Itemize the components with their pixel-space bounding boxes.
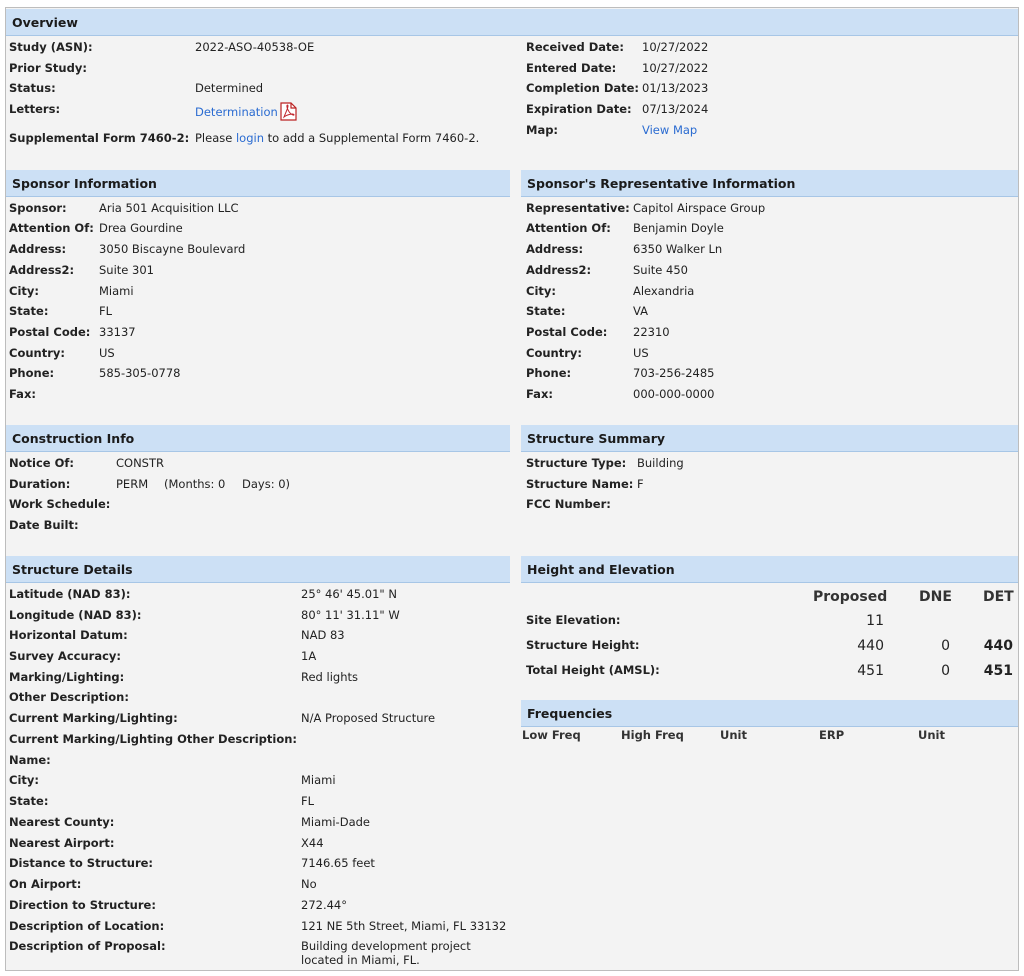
latitude-value: 25° 46' 45.01" N <box>301 587 397 601</box>
structure-height-proposed: 440 <box>857 638 884 654</box>
entered-date-label: Entered Date: <box>526 61 617 75</box>
study-value: 2022-ASO-40538-OE <box>195 40 315 54</box>
current-marking-value: N/A Proposed Structure <box>301 711 436 725</box>
current-marking-other-label: Current Marking/Lighting Other Description: <box>9 732 298 746</box>
status-label: Status: <box>9 81 56 95</box>
sponsor-postal-label: Postal Code: <box>9 325 91 339</box>
duration-days: Days: 0) <box>242 477 291 491</box>
supplemental-form-text <box>195 131 479 145</box>
latitude-label: Latitude (NAD 83): <box>9 587 131 601</box>
rep-city-label: City: <box>526 284 556 298</box>
work-schedule-label: Work Schedule: <box>9 497 111 511</box>
rep-postal-label: Postal Code: <box>526 325 608 339</box>
unit-column-header: Unit <box>720 728 747 742</box>
sponsor-fax-label: Fax: <box>9 387 36 401</box>
distance-value: 7146.65 feet <box>301 856 375 870</box>
rep-attention-label: Attention Of: <box>526 221 611 235</box>
aeronautical-study-panel <box>5 7 1019 971</box>
structure-type-value: Building <box>637 456 684 470</box>
horizontal-datum-label: Horizontal Datum: <box>9 628 128 642</box>
expiration-date-label: Expiration Date: <box>526 102 632 116</box>
rep-phone-value: 703-256-2485 <box>633 366 715 380</box>
direction-label: Direction to Structure: <box>9 898 156 912</box>
rep-address2-label: Address2: <box>526 263 592 277</box>
direction-value: 272.44° <box>301 898 347 912</box>
total-height-dne: 0 <box>941 663 950 679</box>
representative-information-header: Sponsor's Representative Information <box>521 170 1018 197</box>
proposed-column-header: Proposed <box>813 589 888 605</box>
rep-country-value: US <box>633 346 649 360</box>
date-built-label: Date Built: <box>9 518 79 532</box>
sponsor-city-value: Miami <box>99 284 134 298</box>
details-state-value: FL <box>301 794 315 808</box>
on-airport-value: No <box>301 877 317 891</box>
name-label: Name: <box>9 753 51 767</box>
login-link[interactable]: login <box>235 131 264 145</box>
map-label: Map: <box>526 123 559 137</box>
current-marking-label: Current Marking/Lighting: <box>9 711 178 725</box>
structure-summary-header: Structure Summary <box>521 425 1018 452</box>
rep-postal-value: 22310 <box>633 325 670 339</box>
letters-label: Letters: <box>9 102 61 116</box>
rep-country-label: Country: <box>526 346 582 360</box>
sponsor-attention-value: Drea Gourdine <box>99 221 183 235</box>
proposal-description-label: Description of Proposal: <box>9 939 166 953</box>
sponsor-label: Sponsor: <box>9 201 67 215</box>
status-value: Determined <box>195 81 264 95</box>
site-elevation-proposed: 11 <box>866 613 884 629</box>
location-description-label: Description of Location: <box>9 919 165 933</box>
supplemental-pre-text: Please <box>195 131 233 145</box>
determination-link[interactable]: Determination <box>195 105 278 119</box>
overview-header: Overview <box>6 9 1018 36</box>
notice-of-label: Notice Of: <box>9 456 74 470</box>
letters-value <box>195 102 297 121</box>
sponsor-state-label: State: <box>9 304 49 318</box>
rep-state-value: VA <box>633 304 648 318</box>
sponsor-information-header: Sponsor Information <box>6 170 510 197</box>
rep-phone-label: Phone: <box>526 366 572 380</box>
location-description-value: 121 NE 5th Street, Miami, FL 33132 <box>301 919 507 933</box>
sponsor-country-value: US <box>99 346 115 360</box>
horizontal-datum-value: NAD 83 <box>301 628 345 642</box>
completion-date-value: 01/13/2023 <box>642 81 709 95</box>
total-height-proposed: 451 <box>857 663 884 679</box>
details-state-label: State: <box>9 794 49 808</box>
rep-fax-value: 000-000-0000 <box>633 387 715 401</box>
high-freq-column-header: High Freq <box>621 728 684 742</box>
study-label: Study (ASN): <box>9 40 93 54</box>
marking-lighting-label: Marking/Lighting: <box>9 670 125 684</box>
structure-type-label: Structure Type: <box>526 456 627 470</box>
distance-label: Distance to Structure: <box>9 856 154 870</box>
received-date-value: 10/27/2022 <box>642 40 709 54</box>
survey-accuracy-label: Survey Accuracy: <box>9 649 122 663</box>
nearest-county-value: Miami-Dade <box>301 815 370 829</box>
sponsor-phone-value: 585-305-0778 <box>99 366 181 380</box>
rep-address-value: 6350 Walker Ln <box>633 242 723 256</box>
structure-height-det: 440 <box>983 638 1013 654</box>
rep-fax-label: Fax: <box>526 387 553 401</box>
sponsor-attention-label: Attention Of: <box>9 221 94 235</box>
sponsor-postal-value: 33137 <box>99 325 136 339</box>
structure-name-label: Structure Name: <box>526 477 634 491</box>
sponsor-phone-label: Phone: <box>9 366 55 380</box>
duration-label: Duration: <box>9 477 71 491</box>
erp-column-header: ERP <box>819 728 845 742</box>
sponsor-country-label: Country: <box>9 346 65 360</box>
notice-of-value: CONSTR <box>116 456 164 470</box>
rep-attention-value: Benjamin Doyle <box>633 221 724 235</box>
longitude-label: Longitude (NAD 83): <box>9 608 142 622</box>
completion-date-label: Completion Date: <box>526 81 640 95</box>
sponsor-address2-value: Suite 301 <box>99 263 154 277</box>
other-description-label: Other Description: <box>9 690 129 704</box>
dne-column-header: DNE <box>919 589 952 605</box>
longitude-value: 80° 11' 31.11" W <box>301 608 400 622</box>
nearest-airport-label: Nearest Airport: <box>9 836 115 850</box>
structure-name-value: F <box>637 477 644 491</box>
proposal-description-line1: Building development project <box>301 939 471 953</box>
sponsor-address-label: Address: <box>9 242 67 256</box>
proposal-description-line2: located in Miami, FL. <box>301 953 420 967</box>
rep-address-label: Address: <box>526 242 584 256</box>
survey-accuracy-value: 1A <box>301 649 317 663</box>
sponsor-state-value: FL <box>99 304 113 318</box>
sponsor-value: Aria 501 Acquisition LLC <box>99 201 239 215</box>
rep-state-label: State: <box>526 304 566 318</box>
entered-date-value: 10/27/2022 <box>642 61 709 75</box>
prior-study-label: Prior Study: <box>9 61 87 75</box>
construction-info-header: Construction Info <box>6 425 510 452</box>
sponsor-address-value: 3050 Biscayne Boulevard <box>99 242 246 256</box>
marking-lighting-value: Red lights <box>301 670 358 684</box>
expiration-date-value: 07/13/2024 <box>642 102 709 116</box>
supplemental-post-text: to add a Supplemental Form 7460-2. <box>267 131 480 145</box>
duration-months: (Months: 0 <box>164 477 226 491</box>
nearest-county-label: Nearest County: <box>9 815 115 829</box>
representative-value: Capitol Airspace Group <box>633 201 766 215</box>
nearest-airport-value: X44 <box>301 836 324 850</box>
site-elevation-label: Site Elevation: <box>526 613 621 627</box>
supplemental-form-label: Supplemental Form 7460-2: <box>9 131 190 145</box>
representative-label: Representative: <box>526 201 630 215</box>
details-city-label: City: <box>9 773 39 787</box>
on-airport-label: On Airport: <box>9 877 82 891</box>
low-freq-column-header: Low Freq <box>522 728 581 742</box>
total-height-label: Total Height (AMSL): <box>526 663 660 677</box>
fcc-number-label: FCC Number: <box>526 497 611 511</box>
details-city-value: Miami <box>301 773 336 787</box>
rep-city-value: Alexandria <box>633 284 695 298</box>
duration-value: PERM <box>116 477 149 491</box>
det-column-header: DET <box>983 589 1014 605</box>
height-elevation-header: Height and Elevation <box>521 556 1018 583</box>
rep-address2-value: Suite 450 <box>633 263 688 277</box>
structure-height-dne: 0 <box>941 638 950 654</box>
structure-height-label: Structure Height: <box>526 638 640 652</box>
pdf-icon[interactable] <box>280 102 297 121</box>
structure-details-header: Structure Details <box>6 556 510 583</box>
received-date-label: Received Date: <box>526 40 624 54</box>
erp-unit-column-header: Unit <box>918 728 945 742</box>
frequencies-header: Frequencies <box>521 700 1018 727</box>
sponsor-address2-label: Address2: <box>9 263 75 277</box>
sponsor-city-label: City: <box>9 284 39 298</box>
view-map-link[interactable]: View Map <box>642 123 698 137</box>
total-height-det: 451 <box>983 663 1013 679</box>
